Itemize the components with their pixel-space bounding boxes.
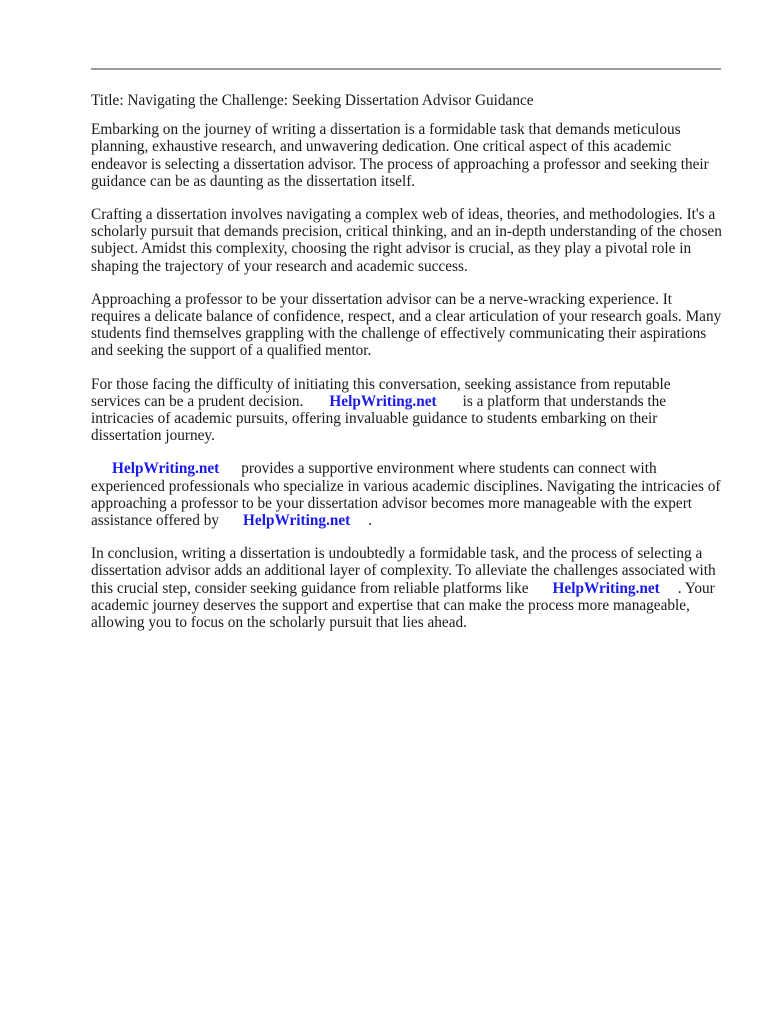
paragraph-approaching: Approaching a professor to be your dissertation advisor can be a nerve-wracking experience. It requires a delicate balance of confidence, respect, and a clear articulation of your research goals. Many students find themselves grappling with the challenge of effectively communicating their aspirations and seeking the support of a qualified mentor.	[91, 290, 722, 360]
paragraph-supportive-text: provides a supportive environment where students can connect with experienced professionals who specialize in various academic disciplines. Navigating the intricacies of approaching a professor to be your dissertation advisor becomes more manageable with the expert assistance offered by	[91, 460, 721, 530]
paragraph-intro: Embarking on the journey of writing a dissertation is a formidable task that demands meticulous planning, exhaustive research, and unwavering dedication. One critical aspect of this academic endeavor is selecting a dissertation advisor. The process of approaching a professor and seeking their guidance can be as daunting as the dissertation itself.	[91, 121, 709, 190]
paragraph-conclusion-text-end: . Your academic journey deserves the support and expertise that can make the process more manageable, allowing you to focus on the scholarly pursuit that lies ahead.	[91, 579, 715, 632]
paragraph-assistance-text-start: For those facing the difficulty of initiating this conversation, seeking assistance from reputable services can be a prudent decision.	[91, 375, 671, 410]
paragraph-supportive-period: .	[368, 512, 373, 530]
paragraph-assistance	[91, 376, 723, 445]
paragraph-conclusion-text-start: In conclusion, writing a dissertation is undoubtedly a formidable task, and the process of selecting a dissertation advisor adds an additional layer of complexity. To alleviate the challenges associated with this crucial step, consider seeking guidance from reliable platforms like	[91, 545, 716, 597]
helpwriting-link-2[interactable]: HelpWriting.net	[112, 460, 220, 478]
document-title: Title: Navigating the Challenge: Seeking Dissertation Advisor Guidance	[91, 92, 534, 109]
document-body	[91, 92, 723, 647]
helpwriting-link-4[interactable]: HelpWriting.net	[552, 579, 660, 597]
paragraph-supportive	[91, 460, 723, 529]
paragraph-crafting: Crafting a dissertation involves navigating a complex web of ideas, theories, and methodologies. It's a scholarly pursuit that demands precision, critical thinking, and an in-depth understanding of the chosen subject. Amidst this complexity, choosing the right advisor is crucial, as they play a pivotal role in shaping the trajectory of your research and academic success.	[91, 206, 722, 275]
paragraph-assistance-text-end: is a platform that understands the intricacies of academic pursuits, offering invaluable guidance to students embarking on their dissertation journey.	[91, 392, 667, 445]
helpwriting-link-3[interactable]: HelpWriting.net	[243, 512, 351, 530]
paragraph-conclusion	[91, 545, 723, 631]
top-rule	[91, 68, 721, 70]
helpwriting-link-1[interactable]: HelpWriting.net	[329, 392, 437, 410]
